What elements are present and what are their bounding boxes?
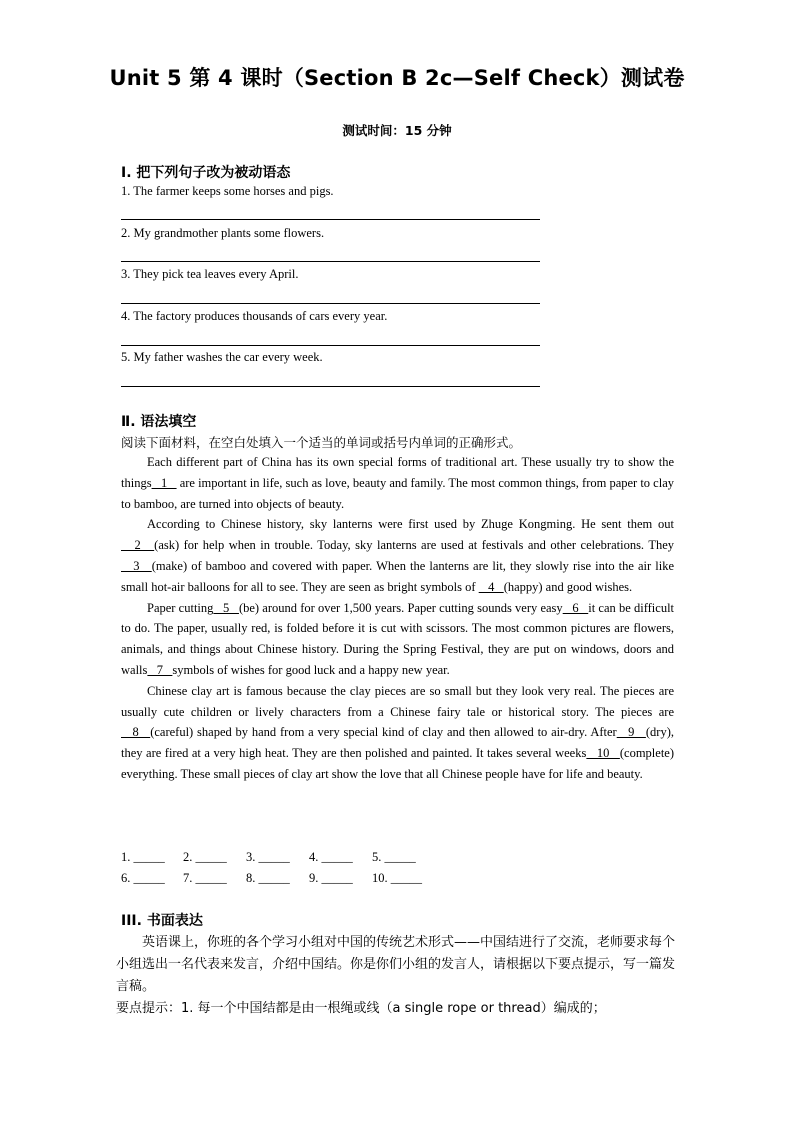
question-4: 4. The factory produces thousands of cars every year.: [121, 309, 388, 323]
blank-10[interactable]: 10: [586, 746, 620, 761]
section1-heading: Ⅰ. 把下列句子改为被动语态: [121, 165, 291, 181]
blank-7[interactable]: 7: [147, 662, 173, 677]
question-3: 3. They pick tea leaves every April.: [121, 267, 299, 281]
writing-task: [116, 932, 676, 1020]
page-title: Unit 5 第 4 课时（Section B 2c—Self Check）测试卷: [109, 66, 685, 90]
passage-paragraph-4: Chinese clay art is famous because the clay pieces are so small but they look very real. The pieces are usually cute children or lively characters from a Chinese fairy tale or historical story. The pieces are 8 (careful) shaped by hand from a very special kind of clay and then allowed to air-dry. After 9 (dry), they are fired at a very high heat. They are then polished and painted. It takes several weeks 10 (complete) everything. These small pieces of clay art show the love that all Chinese people have for life and beauty.: [121, 683, 675, 781]
section2-instruction: 阅读下面材料，在空白处填入一个适当的单词或括号内单词的正确形式。: [121, 435, 522, 450]
answer-slot-2[interactable]: 2. _____: [183, 850, 227, 864]
answer-slot-9[interactable]: 9. _____: [309, 871, 353, 885]
answer-slot-6[interactable]: 6. _____: [121, 871, 165, 885]
cloze-passage: [121, 452, 674, 785]
answer-line-4[interactable]: [121, 345, 540, 346]
answer-slot-1[interactable]: 1. _____: [121, 850, 165, 864]
answer-slot-8[interactable]: 8. _____: [246, 871, 290, 885]
answer-slot-3[interactable]: 3. _____: [246, 850, 290, 864]
writing-prompt: 英语课上，你班的各个学习小组对中国的传统艺术形式——中国结进行了交流，老师要求每个小组选出一名代表来发言，介绍中国结。你是你们小组的发言人，请根据以下要点提示，写一篇发言稿。: [116, 935, 676, 994]
question-5: 5. My father washes the car every week.: [121, 350, 323, 364]
section2-heading: Ⅱ. 语法填空: [121, 414, 197, 430]
passage-paragraph-2: According to Chinese history, sky lanterns were first used by Zhuge Kongming. He sent them out 2 (ask) for help when in trouble. Today, sky lanterns are used at festivals and other celebrations. They 3 (make) of bamboo and covered with paper. When the lanterns are lit, they slowly rise into the air like small hot-air balloons for all to see. They are seen as bright symbols of 4 (happy) and good wishes.: [121, 517, 675, 594]
test-duration: 测试时间：15 分钟: [342, 123, 452, 138]
answer-line-1[interactable]: [121, 219, 540, 220]
blank-2[interactable]: 2: [121, 538, 155, 553]
answer-slot-7[interactable]: 7. _____: [183, 871, 227, 885]
answer-row-2: [121, 871, 442, 886]
blank-8[interactable]: 8: [121, 725, 151, 740]
blank-4[interactable]: 4: [478, 579, 504, 594]
question-1: 1. The farmer keeps some horses and pigs.: [121, 184, 334, 198]
answer-line-2[interactable]: [121, 261, 540, 262]
blank-1[interactable]: 1: [151, 475, 177, 490]
answer-slot-4[interactable]: 4. _____: [309, 850, 353, 864]
blank-5[interactable]: 5: [213, 600, 239, 615]
answer-line-3[interactable]: [121, 303, 540, 304]
blank-3[interactable]: 3: [121, 558, 152, 573]
section3-heading: III. 书面表达: [121, 913, 203, 929]
blank-9[interactable]: 9: [616, 725, 646, 740]
answer-row-1: [121, 850, 435, 865]
writing-points: 要点提示：1. 每一个中国结都是由一根绳或线（a single rope or thread）编成的；: [116, 1001, 606, 1016]
passage-paragraph-1: Each different part of China has its own special forms of traditional art. These usually try to show the things 1 are important in life, such as love, beauty and family. The most common things, from paper to clay to bamboo, are turned into objects of beauty.: [121, 455, 675, 511]
question-2: 2. My grandmother plants some flowers.: [121, 226, 325, 240]
answer-slot-10[interactable]: 10. _____: [372, 871, 422, 885]
answer-line-5[interactable]: [121, 386, 540, 387]
answer-slot-5[interactable]: 5. _____: [372, 850, 416, 864]
blank-6[interactable]: 6: [562, 600, 589, 615]
passage-paragraph-3: Paper cutting 5 (be) around for over 1,500 years. Paper cutting sounds very easy 6 it can be difficult to do. The paper, usually red, is folded before it is cut with scissors. The most common pictures are flowers, animals, and things about Chinese history. During the Spring Festival, they are put on windows, doors and walls 7 symbols of wishes for good luck and a happy new year.: [121, 600, 675, 677]
